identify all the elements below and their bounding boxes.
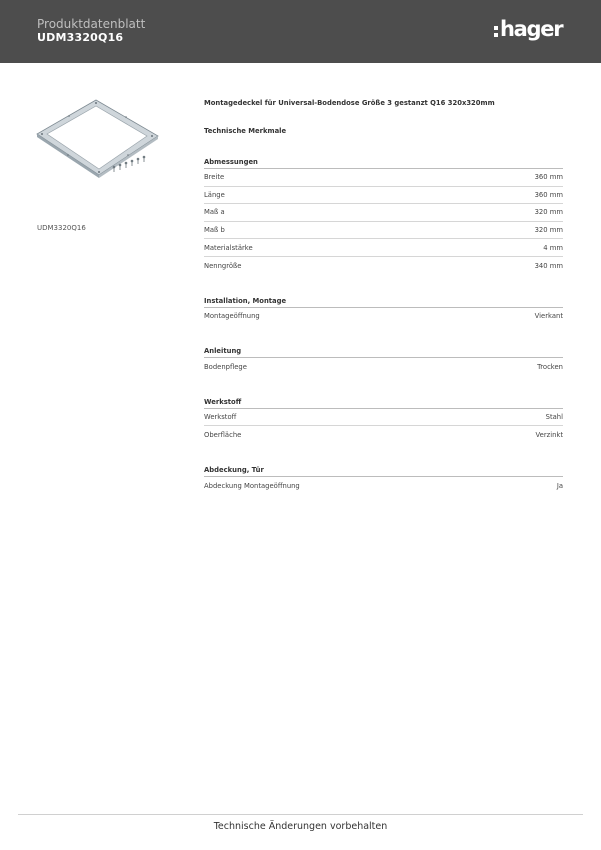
spec-group-dimensions	[204, 157, 563, 275]
spec-value: Stahl	[545, 413, 563, 422]
spec-group-installation	[204, 296, 563, 326]
hager-logo: hager	[491, 16, 567, 44]
header-product-code: UDM3320Q16	[37, 31, 124, 44]
spec-group-cover	[204, 465, 563, 495]
spec-row	[204, 239, 563, 257]
footer-divider	[18, 814, 583, 815]
spec-row	[204, 409, 563, 427]
spec-label: Oberfläche	[204, 431, 242, 440]
group-title: Installation, Montage	[204, 296, 563, 308]
features-heading: Technische Merkmale	[204, 127, 287, 135]
spec-label: Breite	[204, 173, 225, 182]
sidebar-product-code: UDM3320Q16	[37, 224, 86, 232]
spec-value: Vierkant	[534, 312, 563, 321]
product-image	[33, 95, 163, 185]
spec-row	[204, 257, 563, 275]
spec-row	[204, 187, 563, 205]
spec-row	[204, 358, 563, 376]
spec-value: Trocken	[537, 362, 563, 371]
spec-value: 340 mm	[534, 261, 563, 270]
header-bar	[0, 0, 601, 63]
spec-group-instructions	[204, 346, 563, 376]
spec-value: 4 mm	[543, 243, 563, 252]
spec-row	[204, 222, 563, 240]
datasheet-content	[204, 97, 563, 495]
spec-label: Werkstoff	[204, 413, 237, 422]
spec-row	[204, 204, 563, 222]
document-type: Produktdatenblatt	[37, 17, 146, 31]
spec-label: Länge	[204, 190, 225, 199]
spec-label: Bodenpflege	[204, 362, 247, 371]
spec-value: 320 mm	[534, 208, 563, 217]
footer-note: Technische Änderungen vorbehalten	[213, 821, 388, 832]
spec-row	[204, 169, 563, 187]
spec-label: Abdeckung Montageöffnung	[204, 481, 300, 490]
spec-row	[204, 426, 563, 444]
spec-value: Verzinkt	[535, 431, 563, 440]
spec-value: 360 mm	[534, 190, 563, 199]
spec-row	[204, 477, 563, 495]
product-title: Montagedeckel für Universal-Bodendose Größe 3 gestanzt Q16 320x320mm	[204, 99, 495, 107]
spec-group-material	[204, 397, 563, 444]
spec-value: Ja	[556, 481, 563, 490]
spec-label: Nenngröße	[204, 261, 242, 270]
group-title: Abdeckung, Tür	[204, 465, 563, 477]
group-title: Anleitung	[204, 346, 563, 358]
group-title: Abmessungen	[204, 157, 563, 169]
spec-value: 320 mm	[534, 226, 563, 235]
spec-value: 360 mm	[534, 173, 563, 182]
group-title: Werkstoff	[204, 397, 563, 409]
spec-row	[204, 308, 563, 326]
spec-label: Maß a	[204, 208, 225, 217]
spec-label: Materialstärke	[204, 243, 253, 252]
spec-label: Maß b	[204, 226, 225, 235]
spec-label: Montageöffnung	[204, 312, 260, 321]
